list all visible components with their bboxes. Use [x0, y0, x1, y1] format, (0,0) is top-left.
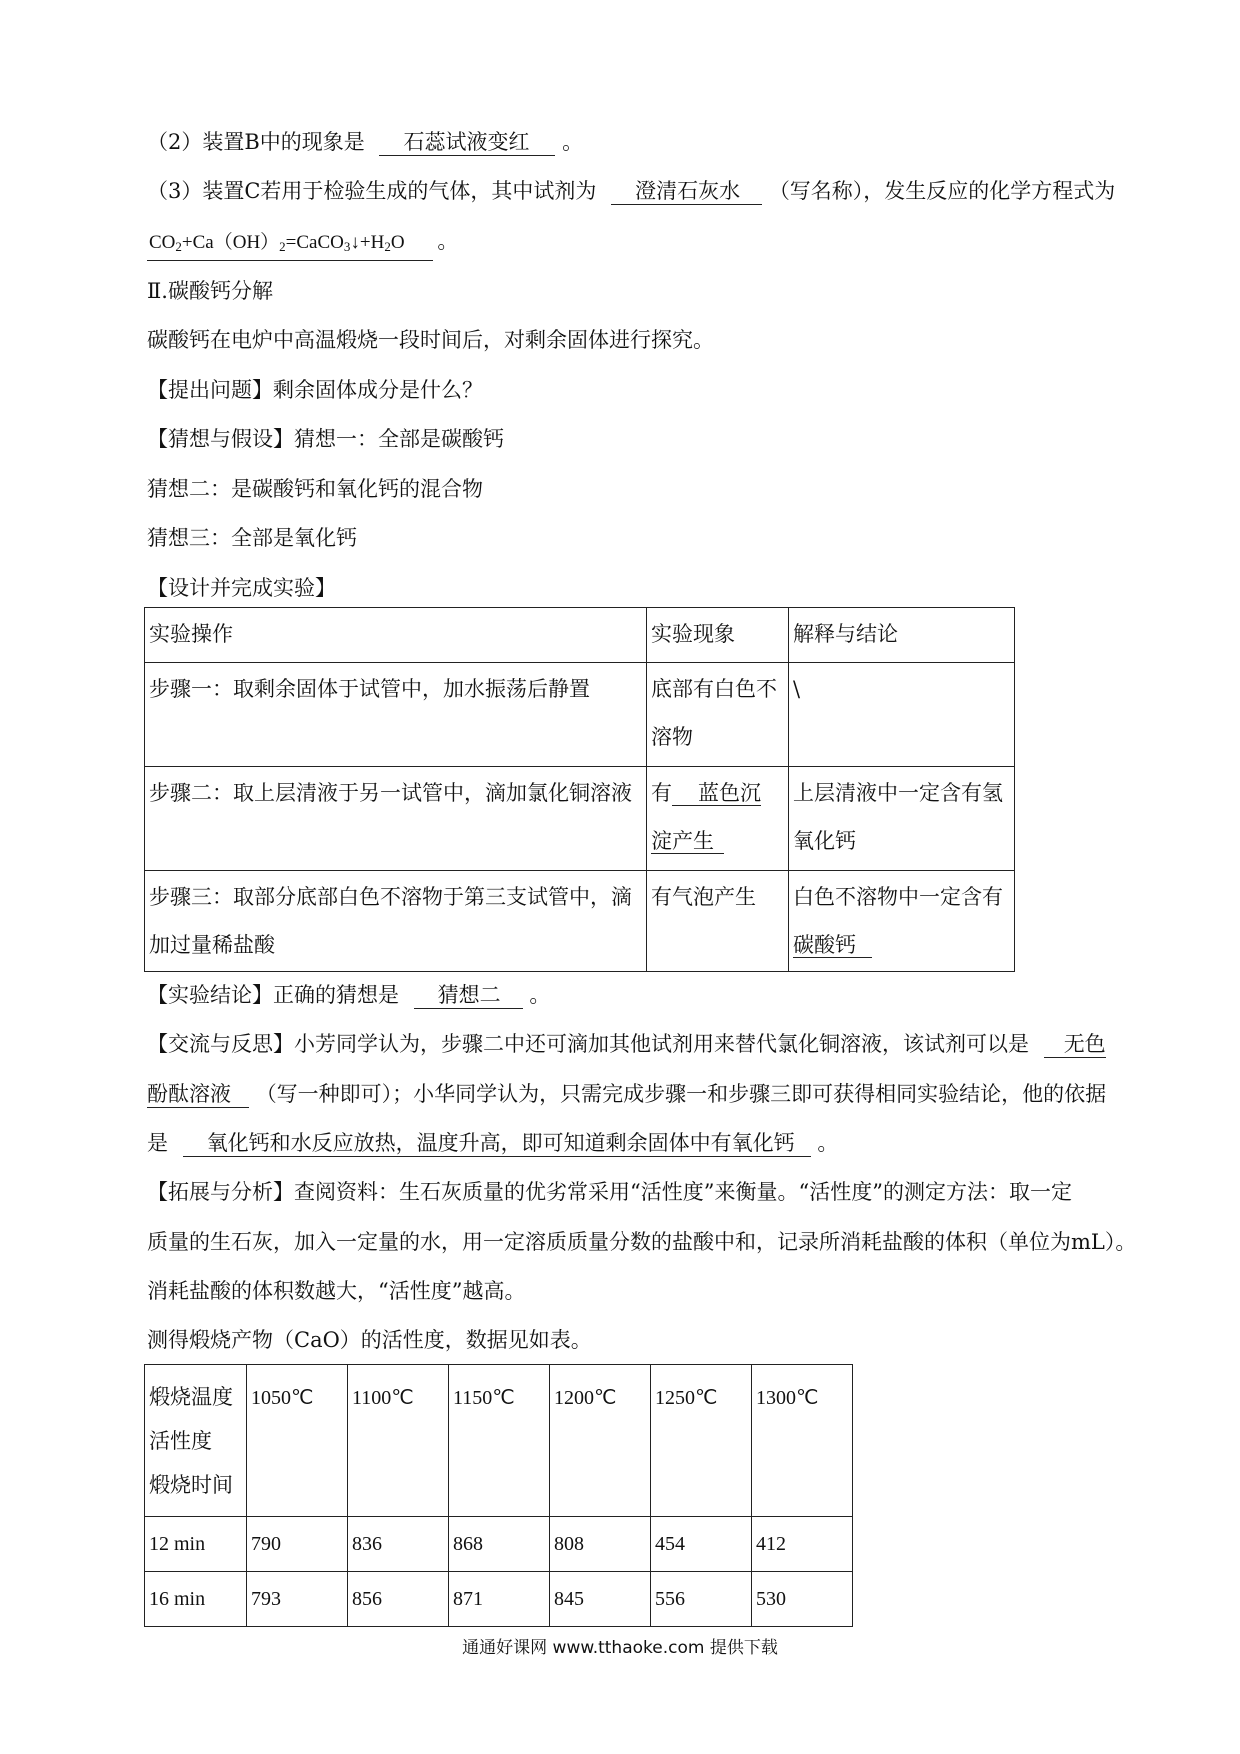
extension-line3: 消耗盐酸的体积数越大，“活性度”越高。	[147, 1279, 526, 1303]
time-cell: 16 min	[145, 1572, 247, 1627]
eq-h: ↓+H	[350, 232, 385, 253]
hypothesis-2: 猜想二：是碳酸钙和氧化钙的混合物	[147, 477, 483, 501]
corner-cell: 煅烧温度 活性度 煅烧时间	[145, 1365, 247, 1517]
value-cell: 836	[348, 1517, 449, 1572]
reflection-text-2: （写一种即可）；小华同学认为，只需完成步骤一和步骤三即可获得相同实验结论，他的依据	[255, 1082, 1107, 1106]
hypothesis-3: 猜想三：全部是氧化钙	[147, 526, 357, 550]
eq-sub-2: 2	[279, 239, 286, 254]
temp-header: 1050℃	[247, 1365, 348, 1517]
value-cell: 871	[449, 1572, 550, 1627]
reflection-line2	[147, 1079, 1106, 1109]
value-cell: 412	[752, 1517, 853, 1572]
activity-table	[144, 1364, 853, 1627]
step1-conclusion: \	[789, 663, 1015, 767]
temp-header: 1250℃	[651, 1365, 752, 1517]
temp-header: 1150℃	[449, 1365, 550, 1517]
section-2-title: Ⅱ.碳酸钙分解	[147, 279, 273, 303]
hypothesis-1: 【猜想与假设】猜想一：全部是碳酸钙	[147, 427, 504, 451]
reflection-line3	[147, 1128, 838, 1158]
conclusion-answer: 猜想二	[414, 982, 523, 1009]
q2-text: （2）装置B中的现象是	[147, 130, 365, 154]
extension-line2: 质量的生石灰，加入一定量的水，用一定溶质质量分数的盐酸中和，记录所消耗盐酸的体积（单位为mL）。	[147, 1230, 1137, 1254]
step3-conclusion: 白色不溶物中一定含有 碳酸钙	[789, 871, 1015, 972]
step2-conclusion: 上层清液中一定含有氢 氧化钙	[789, 767, 1015, 871]
experiment-table	[144, 607, 1015, 972]
value-cell: 856	[348, 1572, 449, 1627]
q3-answer: 澄清石灰水	[611, 178, 762, 205]
header-operation: 实验操作	[145, 608, 647, 663]
step1-phenomenon: 底部有白色不 溶物	[647, 663, 789, 767]
step2-operation: 步骤二：取上层清液于另一试管中，滴加氯化铜溶液	[145, 767, 647, 871]
value-cell: 530	[752, 1572, 853, 1627]
intro-text: 碳酸钙在电炉中高温煅烧一段时间后，对剩余固体进行探究。	[147, 328, 714, 352]
header-phenomenon: 实验现象	[647, 608, 789, 663]
chemical-equation	[147, 226, 458, 261]
q3-text: （3）装置C若用于检验生成的气体，其中试剂为	[147, 179, 597, 203]
table-header-row	[145, 608, 1015, 663]
value-cell: 868	[449, 1517, 550, 1572]
eq-caco: =CaCO	[285, 232, 344, 253]
experiment-conclusion	[147, 980, 550, 1010]
reflection-line1	[147, 1029, 1106, 1059]
value-cell: 454	[651, 1517, 752, 1572]
table-row	[145, 871, 1015, 972]
table-row	[145, 1517, 853, 1572]
eq-o: O	[390, 232, 405, 253]
q2-answer: 石蕊试液变红	[379, 129, 555, 156]
reflection-text: 【交流与反思】小芳同学认为，步骤二中还可滴加其他试剂用来替代氯化铜溶液，该试剂可以是	[147, 1032, 1029, 1056]
q2-end: 。	[562, 130, 584, 154]
value-cell: 808	[550, 1517, 651, 1572]
reflection-end: 。	[817, 1131, 839, 1155]
eq-co: CO	[149, 232, 176, 253]
eq-sub-4: 2	[384, 239, 391, 254]
step1-operation: 步骤一：取剩余固体于试管中，加水振荡后静置	[145, 663, 647, 767]
conclusion-text: 【实验结论】正确的猜想是	[147, 983, 399, 1007]
value-cell: 845	[550, 1572, 651, 1627]
reflection-prefix: 是	[147, 1131, 168, 1155]
step2-answer-b: 淀产生	[651, 829, 724, 854]
step2-phenomenon: 有 蓝色沉 淀产生	[647, 767, 789, 871]
header-conclusion: 解释与结论	[789, 608, 1015, 663]
extension-line1: 【拓展与分析】查阅资料：生石灰质量的优劣常采用“活性度”来衡量。“活性度”的测定方法：取一定	[147, 1180, 1072, 1204]
eq-sub-3: 3	[343, 239, 351, 254]
page-footer: 通通好课网 www.tthaoke.com 提供下载	[462, 1638, 778, 1658]
step3-phenomenon: 有气泡产生	[647, 871, 789, 972]
step3-operation: 步骤三：取部分底部白色不溶物于第三支试管中，滴 加过量稀盐酸	[145, 871, 647, 972]
table-row	[145, 1572, 853, 1627]
reflection-answer1-b: 酚酞溶液	[147, 1081, 249, 1108]
eq-caoh: +Ca（OH）	[181, 232, 280, 253]
temp-header: 1200℃	[550, 1365, 651, 1517]
value-cell: 790	[247, 1517, 348, 1572]
table-row	[145, 663, 1015, 767]
reflection-answer1-a: 无色	[1044, 1031, 1106, 1058]
question-heading: 【提出问题】剩余固体成分是什么？	[147, 378, 483, 402]
step3-answer: 碳酸钙	[793, 933, 872, 958]
activity-header-row	[145, 1365, 853, 1517]
value-cell: 556	[651, 1572, 752, 1627]
eq-sub-1: 2	[175, 239, 182, 254]
temp-header: 1100℃	[348, 1365, 449, 1517]
q3-mid: （写名称），发生反应的化学方程式为	[768, 179, 1116, 203]
step2-answer-a: 蓝色沉	[672, 781, 761, 806]
table-row	[145, 767, 1015, 871]
design-heading: 【设计并完成实验】	[147, 576, 336, 600]
extension-line4: 测得煅烧产物（CaO）的活性度，数据见如表。	[147, 1328, 592, 1352]
question-2	[147, 127, 583, 157]
conclusion-end: 。	[529, 983, 551, 1007]
time-cell: 12 min	[145, 1517, 247, 1572]
question-3-line1	[147, 176, 1115, 206]
value-cell: 793	[247, 1572, 348, 1627]
temp-header: 1300℃	[752, 1365, 853, 1517]
reflection-answer2: 氧化钙和水反应放热，温度升高，即可知道剩余固体中有氧化钙	[183, 1130, 811, 1157]
eq-end: 。	[437, 229, 459, 253]
